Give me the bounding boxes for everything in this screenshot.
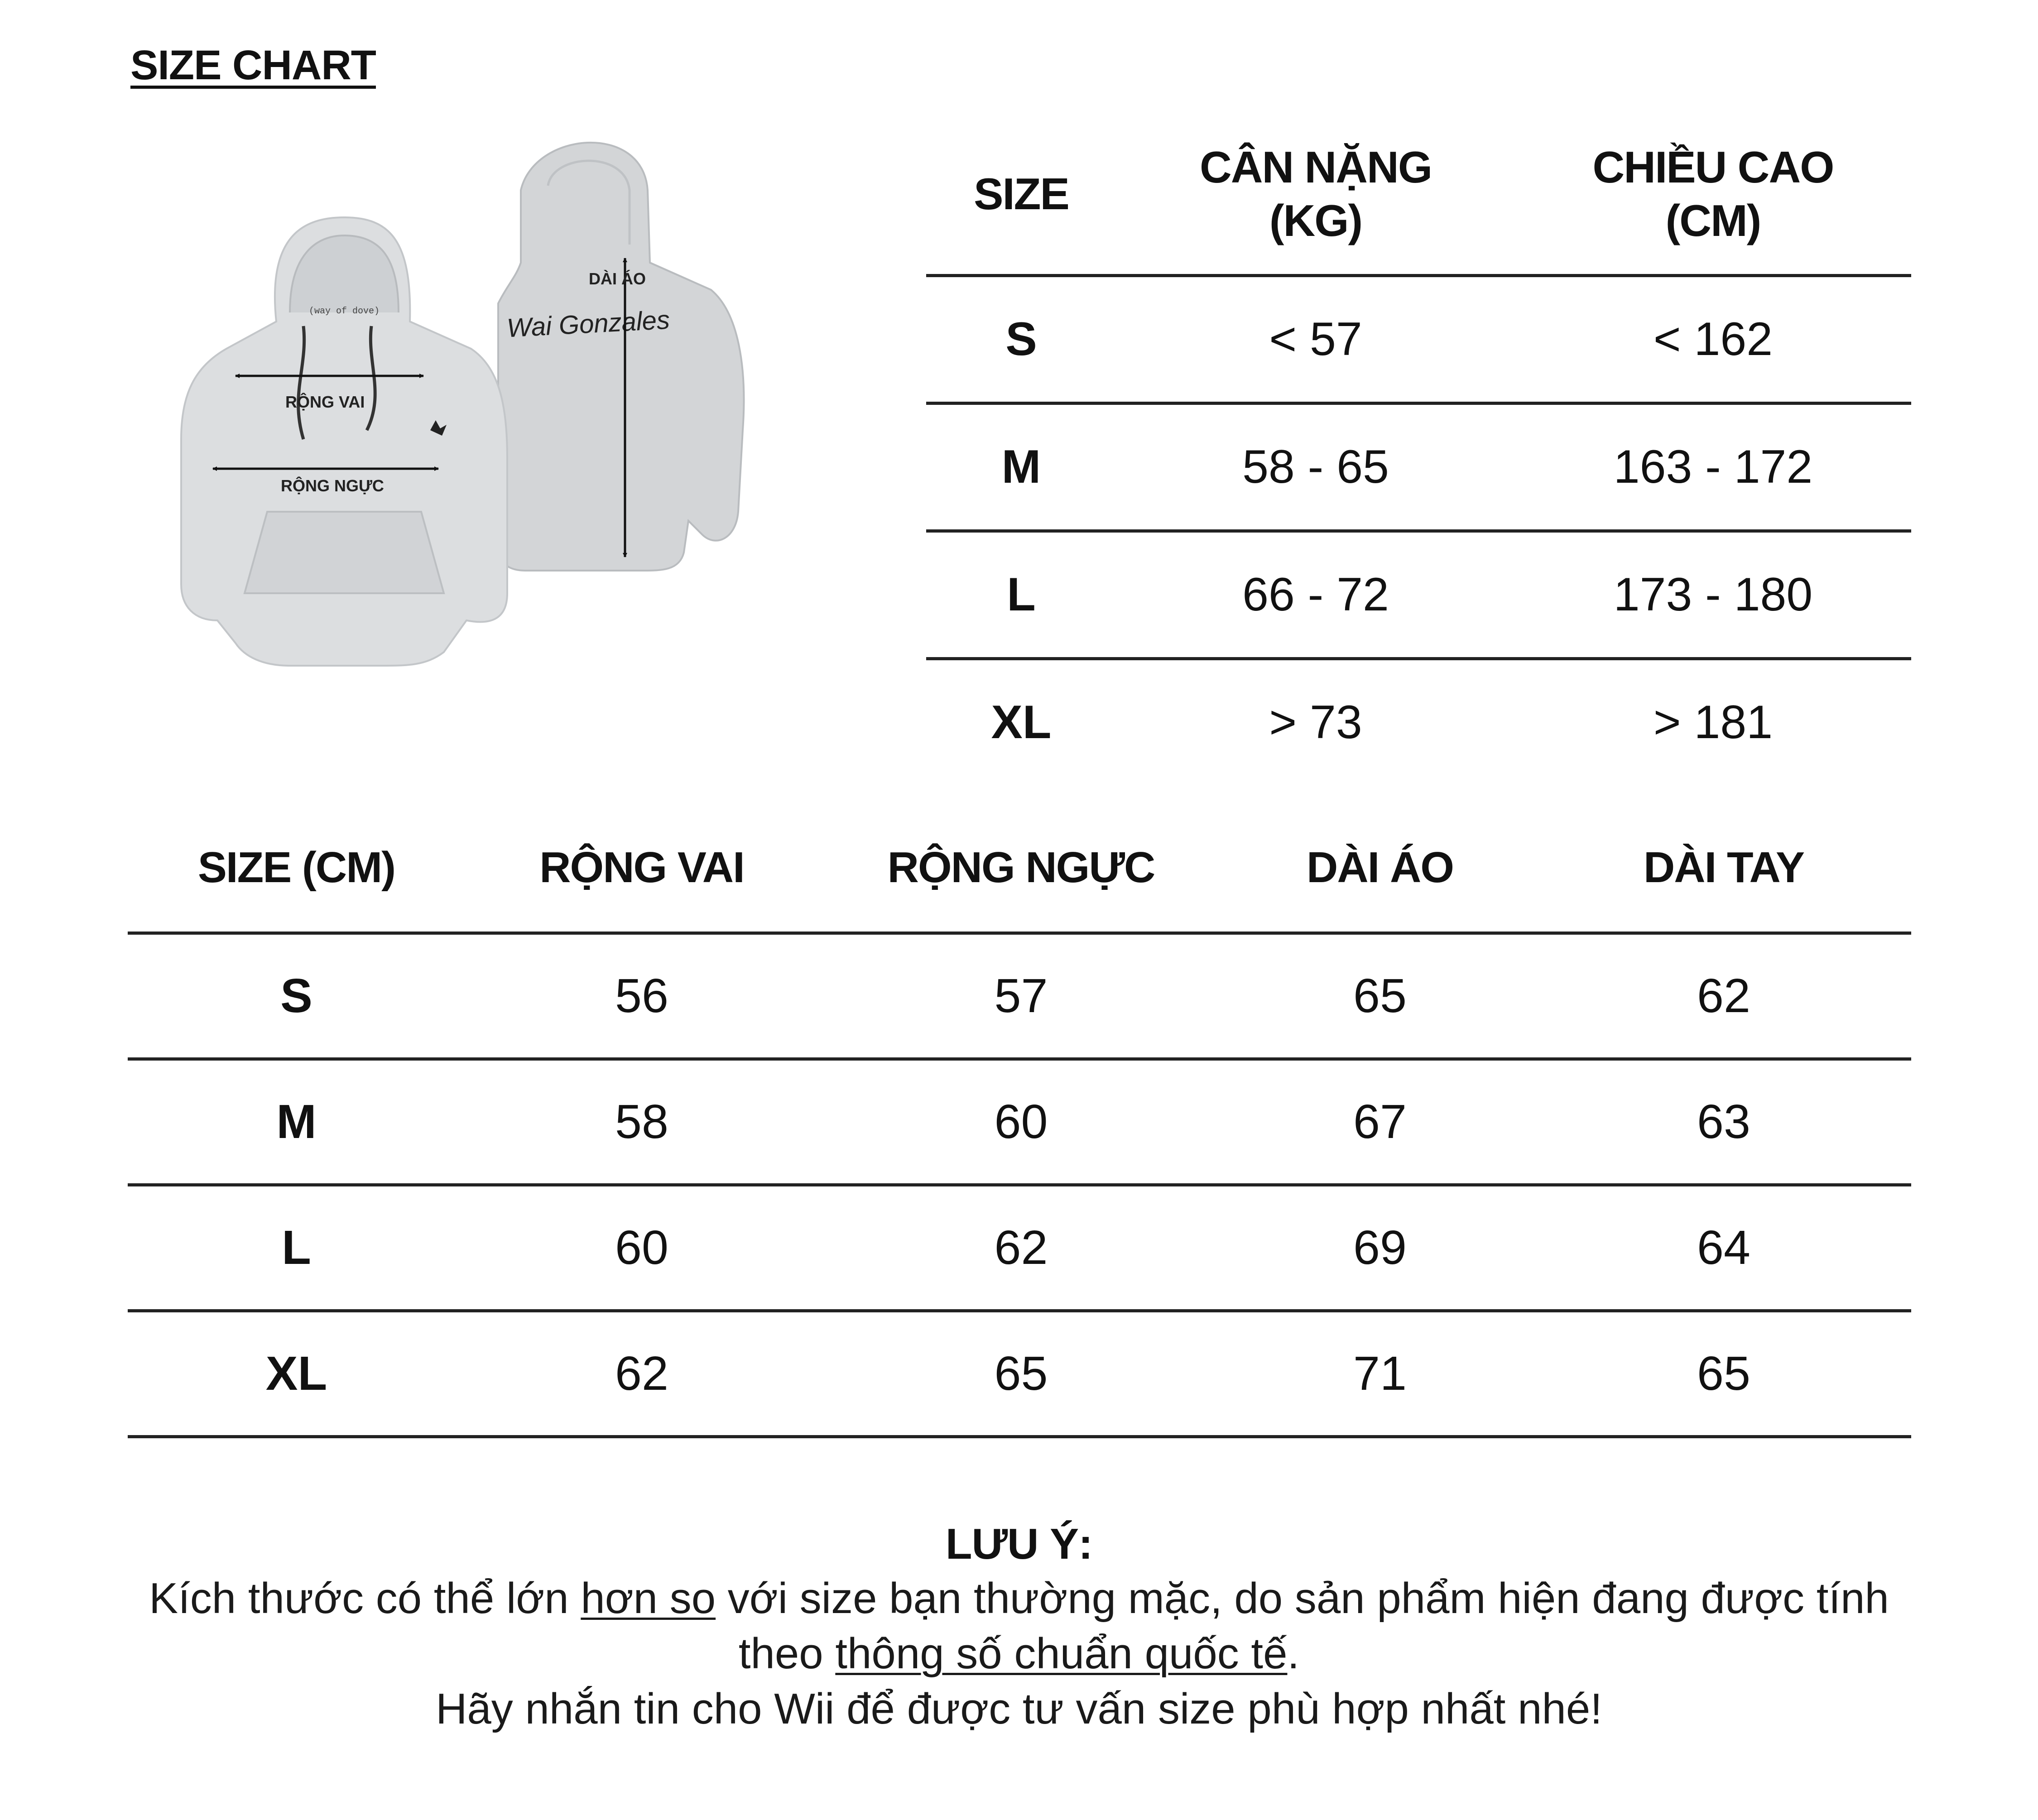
note-underline-1: hơn so: [581, 1574, 716, 1623]
size-cell: S: [926, 276, 1116, 403]
table-row: [926, 659, 1911, 785]
hoodie-illustration: [154, 113, 788, 684]
chest-label: RỘNG NGỰC: [281, 476, 384, 495]
chest-cell: 65: [818, 1311, 1224, 1437]
weight-cell: > 73: [1116, 659, 1515, 785]
shoulder-cell: 60: [465, 1185, 818, 1311]
weight-cell: 58 - 65: [1116, 403, 1515, 531]
header-weight: CÂN NẶNG (KG): [1199, 142, 1432, 245]
shoulder-cell: 56: [465, 933, 818, 1059]
header-size: SIZE: [974, 168, 1069, 219]
length-cell: 69: [1224, 1185, 1536, 1311]
note-line-2: theo thông số chuẩn quốc tế.: [738, 1629, 1300, 1678]
table-row: [926, 276, 1911, 403]
length-cell: 71: [1224, 1311, 1536, 1437]
size-cell: M: [926, 403, 1116, 531]
length-label: DÀI ÁO: [589, 269, 646, 288]
note-line-1: Kích thước có thể lớn hơn so với size bạn thường mặc, do sản phẩm hiện đang được tính: [149, 1574, 1889, 1623]
weight-cell: < 57: [1116, 276, 1515, 403]
header-length: DÀI ÁO: [1307, 843, 1453, 892]
length-cell: 67: [1224, 1059, 1536, 1185]
size-cell: M: [128, 1059, 465, 1185]
height-cell: 163 - 172: [1515, 403, 1911, 531]
header-sleeve: DÀI TAY: [1643, 843, 1804, 892]
table-row: [128, 1185, 1911, 1311]
page-title: SIZE CHART: [130, 42, 376, 88]
length-cell: 65: [1224, 933, 1536, 1059]
table-row: [926, 403, 1911, 531]
sleeve-cell: 65: [1536, 1311, 1911, 1437]
weight-cell: 66 - 72: [1116, 531, 1515, 659]
hoodie-front: [181, 217, 507, 666]
note-line-3: Hãy nhắn tin cho Wii để được tư vấn size phù hợp nhất nhé!: [436, 1685, 1602, 1733]
height-cell: 173 - 180: [1515, 531, 1911, 659]
body-size-table: [926, 113, 1911, 785]
shoulder-label: RỘNG VAI: [285, 393, 365, 411]
header-shoulder: RỘNG VAI: [539, 843, 744, 892]
size-cell: XL: [128, 1311, 465, 1437]
size-cell: L: [128, 1185, 465, 1311]
table-header-row: [128, 804, 1911, 933]
sleeve-cell: 64: [1536, 1185, 1911, 1311]
back-signature: Wai Gonzales: [506, 305, 671, 343]
chest-cell: 62: [818, 1185, 1224, 1311]
note-title: LƯU Ý:: [945, 1520, 1093, 1568]
table-row: [128, 933, 1911, 1059]
note-underline-2: thông số chuẩn quốc tế: [835, 1629, 1288, 1678]
front-logo: (way of dove): [308, 306, 380, 317]
table-row: [926, 531, 1911, 659]
measurement-table: [128, 804, 1911, 1438]
size-cell: XL: [926, 659, 1116, 785]
hoodie-back: [498, 143, 744, 571]
table-row: [128, 1311, 1911, 1437]
height-cell: > 181: [1515, 659, 1911, 785]
header-height: CHIỀU CAO (CM): [1592, 142, 1834, 245]
shoulder-cell: 58: [465, 1059, 818, 1185]
sleeve-cell: 63: [1536, 1059, 1911, 1185]
height-cell: < 162: [1515, 276, 1911, 403]
chest-cell: 57: [818, 933, 1224, 1059]
size-cell: S: [128, 933, 465, 1059]
table-row: [128, 1059, 1911, 1185]
header-size-cm: SIZE (CM): [197, 843, 395, 892]
header-chest: RỘNG NGỰC: [887, 843, 1155, 892]
size-cell: L: [926, 531, 1116, 659]
table-header-row: [926, 113, 1911, 276]
shoulder-cell: 62: [465, 1311, 818, 1437]
note-section: [0, 1519, 2038, 1737]
sleeve-cell: 62: [1536, 933, 1911, 1059]
chest-cell: 60: [818, 1059, 1224, 1185]
